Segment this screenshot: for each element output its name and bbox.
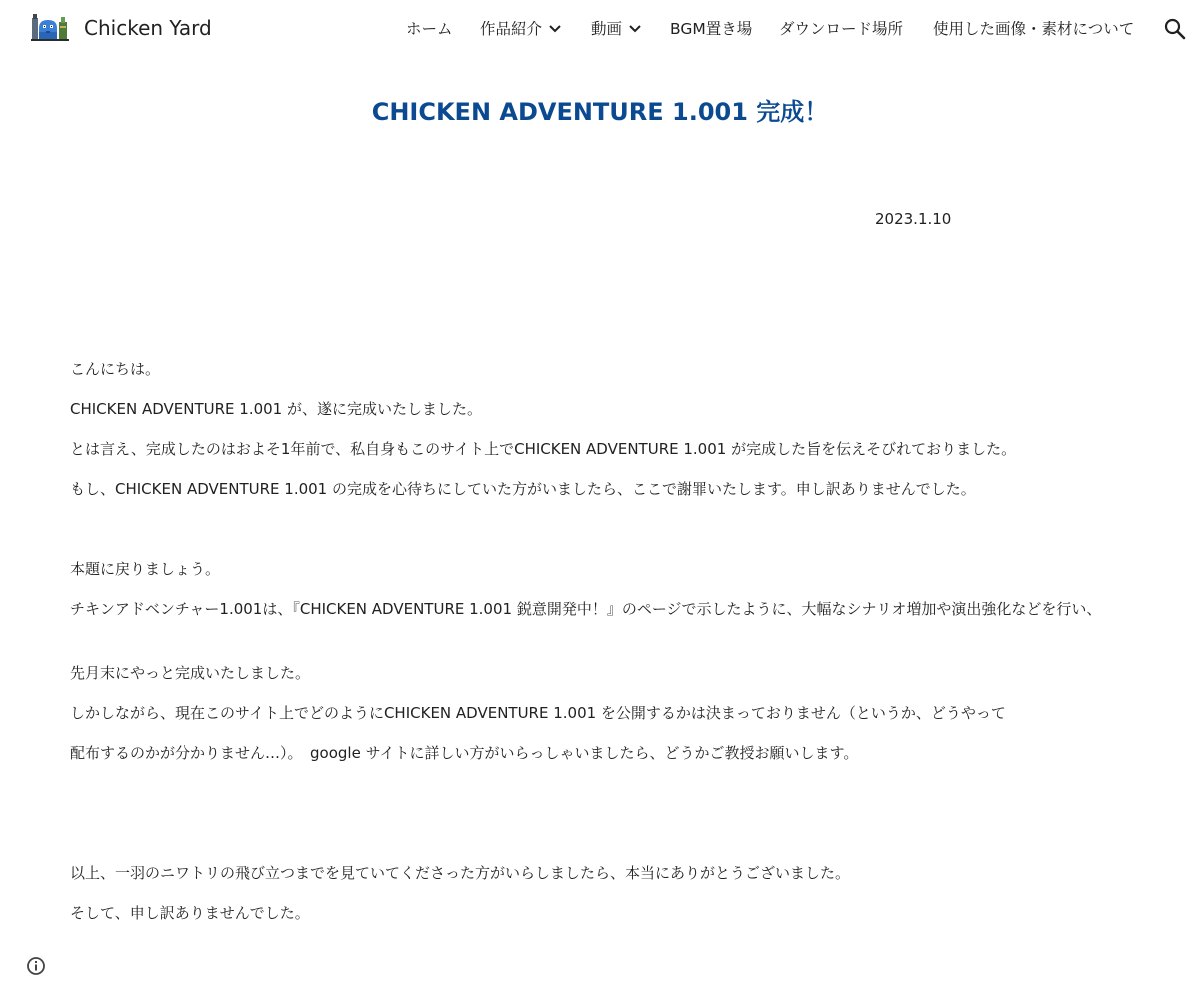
nav-home[interactable] [406,17,453,41]
paragraph: 配布するのかが分かりません…）。 google サイトに詳しい方がいらっしゃいましたら、どうかご教授お願いします。 [70,744,859,762]
nav-videos-label: 動画 [591,20,623,38]
paragraph: こんにちは。 [70,360,161,378]
site-title[interactable]: Chicken Yard [84,16,212,40]
nav-download[interactable] [779,17,903,41]
nav-download-label: ダウンロード場所 [779,20,904,38]
nav-bgm-label: BGM置き場 [670,20,753,38]
main-nav [0,17,1200,41]
nav-materials-label: 使用した画像・素材について [933,20,1135,38]
paragraph: 以上、一羽のニワトリの飛び立つまでを見ていてくださった方がいらしましたら、本当にありがとうございました。 [70,864,851,882]
paragraph: 本題に戻りましょう。 [70,560,221,578]
paragraph: もし、CHICKEN ADVENTURE 1.001 の完成を心待ちにしていた方がいましたら、ここで謝罪いたします。申し訳ありませんでした。 [70,480,976,498]
nav-bgm[interactable] [670,17,752,41]
paragraph: 先月末にやっと完成いたしました。 [70,664,311,682]
nav-materials[interactable] [933,17,1134,41]
site-header [0,0,1200,58]
chevron-down-icon [628,24,642,34]
page-title: CHICKEN ADVENTURE 1.001 完成！ [371,98,829,126]
nav-works-label: 作品紹介 [480,20,543,38]
search-icon[interactable] [1162,16,1188,42]
paragraph: そして、申し訳ありませんでした。 [70,904,310,922]
nav-works[interactable] [480,17,562,41]
paragraph: とは言え、完成したのはおよそ1年前で、私自身もこのサイト上でCHICKEN ADVENTURE 1.001 が完成した旨を伝えそびれておりました。 [70,440,1017,458]
paragraph: しかしながら、現在このサイト上でどのようにCHICKEN ADVENTURE 1.001 を公開するかは決まっておりません（というか、どうやって [70,704,1006,722]
article-date: 2023.1.10 [875,210,952,228]
info-icon[interactable] [26,956,46,976]
nav-videos[interactable] [591,17,642,41]
paragraph: チキンアドベンチャー1.001は、『CHICKEN ADVENTURE 1.001 鋭意開発中！』のページで示したように、大幅なシナリオ増加や演出強化などを行い、 [70,600,1102,618]
nav-home-label: ホーム [406,20,453,38]
paragraph: CHICKEN ADVENTURE 1.001 が、遂に完成いたしました。 [70,400,482,418]
chevron-down-icon [548,24,562,34]
